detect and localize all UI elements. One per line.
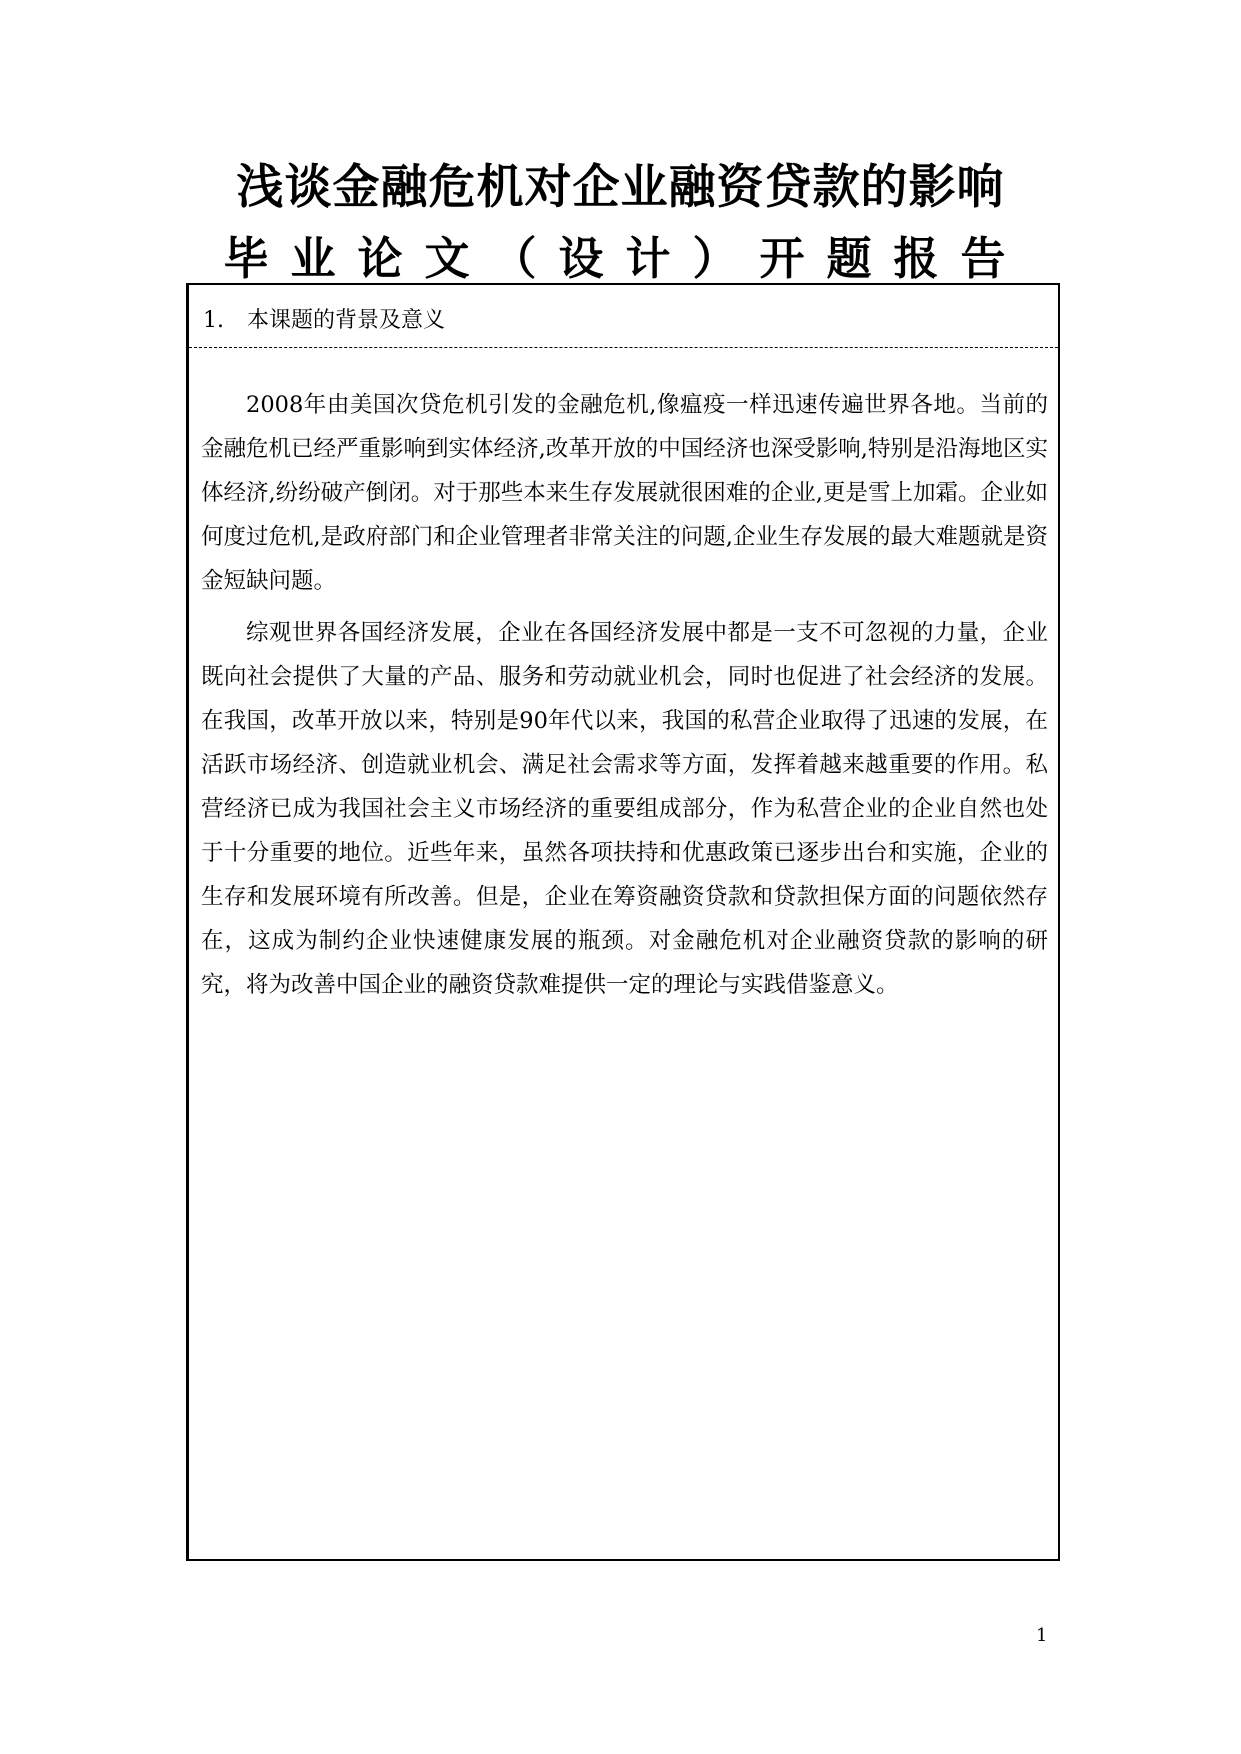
- section-divider: [189, 347, 1058, 348]
- document-subtitle: 毕业论文（设计）开题报告: [223, 232, 1028, 285]
- section-number: 1.: [203, 308, 224, 333]
- report-form-box: [186, 283, 1060, 1561]
- section-heading: [203, 303, 445, 334]
- section-body: [201, 383, 1048, 1015]
- section-title: 本课题的背景及意义: [247, 308, 446, 333]
- paragraph-2: 综观世界各国经济发展，企业在各国经济发展中都是一支不可忽视的力量，企业既向社会提供了大量的产品、服务和劳动就业机会，同时也促进了社会经济的发展。在我国，改革开放以来，特别是90年代以来，我国的私营企业取得了迅速的发展，在活跃市场经济、创造就业机会、满足社会需求等方面，发挥着越来越重要的作用。私营经济已成为我国社会主义市场经济的重要组成部分，作为私营企业的企业自然也处于十分重要的地位。近些年来，虽然各项扶持和优惠政策已逐步出台和实施，企业的生存和发展环境有所改善。但是，企业在筹资融资贷款和贷款担保方面的问题依然存在，这成为制约企业快速健康发展的瓶颈。对金融危机对企业融资贷款的影响的研究，将为改善中国企业的融资贷款难提供一定的理论与实践借鉴意义。: [201, 620, 1048, 998]
- document-title: 浅谈金融危机对企业融资贷款的影响: [236, 160, 1005, 215]
- page-number: 1: [1036, 1625, 1048, 1646]
- paragraph-1: 2008年由美国次贷危机引发的金融危机,像瘟疫一样迅速传遍世界各地。当前的金融危机已经严重影响到实体经济,改革开放的中国经济也深受影响,特别是沿海地区实体经济,纷纷破产倒闭。对于那些本来生存发展就很困难的企业,更是雪上加霜。企业如何度过危机,是政府部门和企业管理者非常关注的问题,企业生存发展的最大难题就是资金短缺问题。: [201, 392, 1048, 594]
